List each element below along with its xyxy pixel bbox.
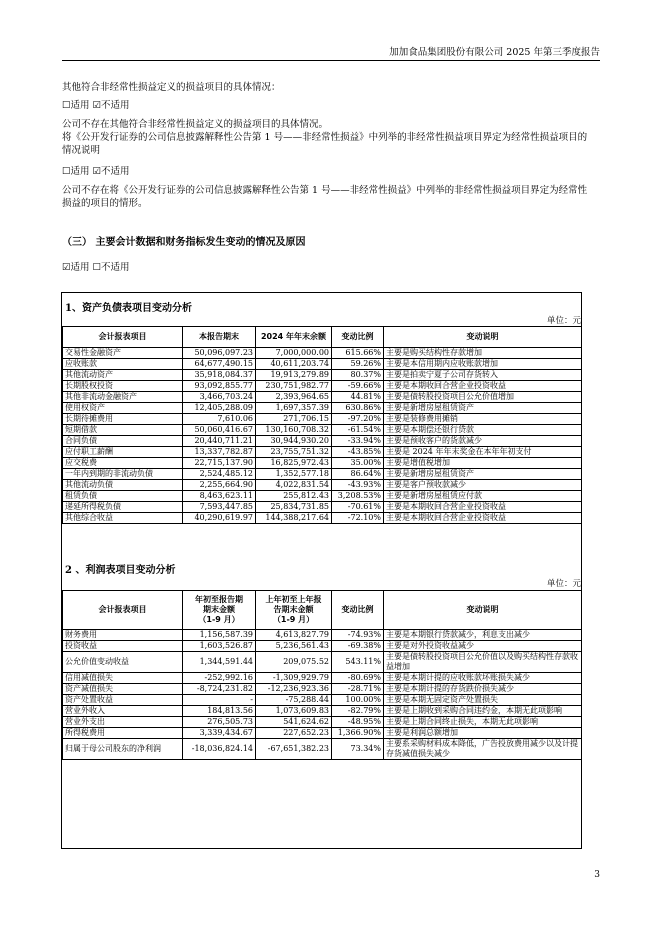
income-cell-prior: -1,309,929.79 xyxy=(256,673,332,684)
income-cell-prior: 209,075.52 xyxy=(256,652,332,673)
income-row xyxy=(63,695,582,706)
analysis-frame xyxy=(61,292,582,849)
income-header-prior-line-2: 告期末金额 xyxy=(273,605,314,614)
balance-cell-current: 50,060,416.67 xyxy=(183,425,256,436)
income-cell-ratio: -82.79% xyxy=(332,706,384,717)
balance-cell-current: 13,337,782.87 xyxy=(183,447,256,458)
income-cell-prior: -75,288.44 xyxy=(256,695,332,706)
balance-cell-ratio: 3,208.53% xyxy=(332,491,384,502)
balance-cell-prior: 4,022,831.54 xyxy=(256,480,332,491)
checkbox-applicable-section-3: ☑适用 ☐不适用 xyxy=(62,262,130,273)
balance-cell-current: 93,092,855.77 xyxy=(183,381,256,392)
income-row xyxy=(63,739,582,760)
income-cell-prior: 5,236,561.43 xyxy=(256,641,332,652)
balance-cell-reason: 主要是本期收回合营企业投资收益 xyxy=(384,381,582,392)
balance-row xyxy=(63,392,582,403)
income-cell-ratio: 73.34% xyxy=(332,739,384,760)
income-cell-ratio: -48.95% xyxy=(332,717,384,728)
balance-cell-prior: 40,611,203.74 xyxy=(256,359,332,370)
income-header-prior-line-1: 上年初至上年报 xyxy=(265,595,322,604)
balance-cell-prior: 2,393,964.65 xyxy=(256,392,332,403)
balance-cell-ratio: -33.94% xyxy=(332,436,384,447)
balance-cell-reason: 主要是预收客户的货款减少 xyxy=(384,436,582,447)
balance-cell-ratio: 35.00% xyxy=(332,458,384,469)
balance-cell-ratio: -61.54% xyxy=(332,425,384,436)
income-cell-ratio: 100.00% xyxy=(332,695,384,706)
balance-cell-reason: 主要是客户预收款减少 xyxy=(384,480,582,491)
income-row xyxy=(63,630,582,641)
income-cell-current: -8,724,231.82 xyxy=(183,684,256,695)
income-cell-reason: 主要是对外投资收益减少 xyxy=(384,641,582,652)
income-cell-reason: 主要是债转股投资项目公允价值以及购买结构性存款收益增加 xyxy=(384,652,582,673)
income-row xyxy=(63,652,582,673)
balance-cell-ratio: -72.10% xyxy=(332,513,384,524)
income-cell-item: 所得税费用 xyxy=(63,728,183,739)
balance-cell-prior: 30,944,930.20 xyxy=(256,436,332,447)
income-cell-item: 投资收益 xyxy=(63,641,183,652)
balance-cell-ratio: -43.85% xyxy=(332,447,384,458)
balance-cell-prior: 16,825,972.43 xyxy=(256,458,332,469)
balance-body xyxy=(63,348,582,524)
income-header-reason: 变动说明 xyxy=(384,591,582,630)
balance-cell-reason: 主要是本信用期内应收账款增加 xyxy=(384,359,582,370)
balance-cell-current: 35,918,084.37 xyxy=(183,370,256,381)
balance-cell-current: 64,677,490.15 xyxy=(183,359,256,370)
income-cell-current: - xyxy=(183,695,256,706)
income-cell-reason: 主要是利润总额增加 xyxy=(384,728,582,739)
balance-cell-item: 应收账款 xyxy=(63,359,183,370)
balance-cell-current: 3,466,703.24 xyxy=(183,392,256,403)
balance-cell-prior: 144,388,217.64 xyxy=(256,513,332,524)
intro-line-1: 其他符合非经常性损益定义的损益项目的具体情况： xyxy=(62,82,281,93)
income-header-prior xyxy=(256,591,332,630)
balance-cell-prior: 1,697,357.39 xyxy=(256,403,332,414)
income-cell-current: 1,603,526.87 xyxy=(183,641,256,652)
income-row xyxy=(63,684,582,695)
balance-cell-reason: 主要是新增房屋租赁应付款 xyxy=(384,491,582,502)
income-unit: 单位：元 xyxy=(546,579,581,589)
balance-cell-item: 长期股权投资 xyxy=(63,381,183,392)
balance-row xyxy=(63,425,582,436)
income-statement-table xyxy=(62,590,582,760)
intro-line-2: 公司不存在其他符合非经常性损益定义的损益项目的具体情况。 xyxy=(62,119,329,130)
income-cell-reason: 主要系采购材料成本降低，广告投放费用减少以及计提存货减值损失减少 xyxy=(384,739,582,760)
balance-cell-item: 其他非流动金融资产 xyxy=(63,392,183,403)
balance-row xyxy=(63,403,582,414)
balance-header-ratio: 变动比例 xyxy=(332,327,384,348)
income-header-current-line-2: 期末金额 xyxy=(203,605,235,614)
balance-cell-reason: 主要是债转股投资项目公允价值增加 xyxy=(384,392,582,403)
income-cell-item: 资产处置收益 xyxy=(63,695,183,706)
balance-cell-prior: 130,160,708.32 xyxy=(256,425,332,436)
income-header-prior-line-3: （1-9 月） xyxy=(272,615,315,624)
balance-cell-prior: 271,706.15 xyxy=(256,414,332,425)
balance-cell-ratio: 86.64% xyxy=(332,469,384,480)
balance-cell-prior: 25,834,731.85 xyxy=(256,502,332,513)
income-statement-title: 2 、利润表项目变动分析 xyxy=(65,565,176,576)
balance-cell-current: 2,524,485.12 xyxy=(183,469,256,480)
income-cell-item: 公允价值变动收益 xyxy=(63,652,183,673)
balance-row xyxy=(63,348,582,359)
balance-cell-reason: 主要是新增房屋租赁资产 xyxy=(384,469,582,480)
balance-cell-current: 7,610.06 xyxy=(183,414,256,425)
balance-header-item: 会计报表项目 xyxy=(63,327,183,348)
balance-cell-prior: 255,812.43 xyxy=(256,491,332,502)
income-cell-reason: 主要是上期合同终止损失，本期无此项影响 xyxy=(384,717,582,728)
balance-row xyxy=(63,480,582,491)
report-title: 加加食品集团股份有限公司 2025 年第三季度报告 xyxy=(389,47,600,58)
balance-row xyxy=(63,491,582,502)
income-row xyxy=(63,641,582,652)
balance-cell-ratio: -43.93% xyxy=(332,480,384,491)
balance-header-row xyxy=(63,327,582,348)
checkbox-not-applicable-2: ☐适用 ☑不适用 xyxy=(62,166,130,177)
balance-cell-current: 22,715,137.90 xyxy=(183,458,256,469)
balance-cell-reason: 主要是本期偿还银行贷款 xyxy=(384,425,582,436)
page-header xyxy=(62,44,600,61)
income-cell-current: 3,339,434.67 xyxy=(183,728,256,739)
balance-row xyxy=(63,469,582,480)
balance-cell-item: 应交税费 xyxy=(63,458,183,469)
income-cell-item: 营业外收入 xyxy=(63,706,183,717)
balance-cell-reason: 主要是本期收回合营企业投资收益 xyxy=(384,513,582,524)
intro-line-3: 将《公开发行证券的公司信息披露解释性公告第 1 号——非经常性损益》中列举的非经常性损益项目界定为经常性损益项目的情况说明 xyxy=(62,132,588,156)
balance-cell-reason: 主要是增值税增加 xyxy=(384,458,582,469)
income-header-current-line-3: （1-9 月） xyxy=(198,615,240,624)
income-header-current-line-1: 年初至报告期 xyxy=(195,595,243,604)
income-row xyxy=(63,717,582,728)
balance-cell-item: 短期借款 xyxy=(63,425,183,436)
balance-cell-prior: 23,755,751.32 xyxy=(256,447,332,458)
income-cell-prior: 541,624.62 xyxy=(256,717,332,728)
balance-cell-item: 应付职工薪酬 xyxy=(63,447,183,458)
balance-cell-reason: 主要是本期收回合营企业投资收益 xyxy=(384,502,582,513)
balance-cell-ratio: 630.86% xyxy=(332,403,384,414)
income-cell-item: 信用减值损失 xyxy=(63,673,183,684)
income-cell-reason: 主要是本期无固定资产处置损失 xyxy=(384,695,582,706)
balance-cell-current: 7,593,447.85 xyxy=(183,502,256,513)
income-cell-current: -252,992.16 xyxy=(183,673,256,684)
balance-cell-ratio: -59.66% xyxy=(332,381,384,392)
intro-line-4: 公司不存在将《公开发行证券的公司信息披露解释性公告第 1 号——非经常性损益》中列举的非经常性损益项目界定为经常性损益的项目的情形。 xyxy=(62,185,588,209)
balance-cell-ratio: 44.81% xyxy=(332,392,384,403)
balance-header-prior: 2024 年年末余额 xyxy=(256,327,332,348)
balance-cell-item: 其他流动资产 xyxy=(63,370,183,381)
balance-row xyxy=(63,414,582,425)
income-row xyxy=(63,673,582,684)
balance-cell-ratio: 80.37% xyxy=(332,370,384,381)
income-cell-ratio: -28.71% xyxy=(332,684,384,695)
balance-cell-current: 8,463,623.11 xyxy=(183,491,256,502)
balance-row xyxy=(63,458,582,469)
income-row xyxy=(63,706,582,717)
income-cell-ratio: 1,366.90% xyxy=(332,728,384,739)
income-cell-ratio: -80.69% xyxy=(332,673,384,684)
balance-cell-item: 递延所得税负债 xyxy=(63,502,183,513)
balance-cell-prior: 1,352,577.18 xyxy=(256,469,332,480)
page-number: 3 xyxy=(594,870,600,880)
balance-cell-ratio: -97.20% xyxy=(332,414,384,425)
income-cell-ratio: -69.38% xyxy=(332,641,384,652)
balance-row xyxy=(63,436,582,447)
balance-row xyxy=(63,502,582,513)
income-cell-reason: 主要是上期收到采购合同违约金，本期无此项影响 xyxy=(384,706,582,717)
income-cell-prior: -12,236,923.36 xyxy=(256,684,332,695)
balance-sheet-table xyxy=(62,326,582,524)
income-cell-reason: 主要是本期计提的应收账款坏账损失减少 xyxy=(384,673,582,684)
income-row xyxy=(63,728,582,739)
balance-header-current: 本报告期末 xyxy=(183,327,256,348)
balance-cell-current: 50,096,097.23 xyxy=(183,348,256,359)
balance-cell-item: 使用权资产 xyxy=(63,403,183,414)
balance-cell-prior: 7,000,000.00 xyxy=(256,348,332,359)
balance-cell-ratio: 615.66% xyxy=(332,348,384,359)
income-header-ratio: 变动比例 xyxy=(332,591,384,630)
balance-cell-item: 其他流动负债 xyxy=(63,480,183,491)
income-cell-item: 资产减值损失 xyxy=(63,684,183,695)
income-cell-reason: 主要是本期计提的存货跌价损失减少 xyxy=(384,684,582,695)
income-cell-prior: -67,651,382.23 xyxy=(256,739,332,760)
balance-cell-current: 2,255,664.90 xyxy=(183,480,256,491)
income-cell-item: 财务费用 xyxy=(63,630,183,641)
income-cell-item: 归属于母公司股东的净利润 xyxy=(63,739,183,760)
balance-row xyxy=(63,447,582,458)
income-cell-current: 276,505.73 xyxy=(183,717,256,728)
income-cell-reason: 主要是本期银行贷款减少，利息支出减少 xyxy=(384,630,582,641)
balance-cell-ratio: 59.26% xyxy=(332,359,384,370)
income-cell-item: 营业外支出 xyxy=(63,717,183,728)
balance-cell-item: 长期待摊费用 xyxy=(63,414,183,425)
balance-cell-item: 合同负债 xyxy=(63,436,183,447)
balance-cell-reason: 主要是购买结构性存款增加 xyxy=(384,348,582,359)
balance-unit: 单位：元 xyxy=(546,316,581,326)
balance-row xyxy=(63,513,582,524)
balance-cell-item: 租赁负债 xyxy=(63,491,183,502)
balance-cell-item: 其他综合收益 xyxy=(63,513,183,524)
balance-cell-item: 交易性金融资产 xyxy=(63,348,183,359)
balance-row xyxy=(63,381,582,392)
balance-cell-reason: 主要是 2024 年年末奖金在本年年初支付 xyxy=(384,447,582,458)
balance-cell-reason: 主要是拍卖宁夏子公司存货转入 xyxy=(384,370,582,381)
income-cell-current: 1,156,587.39 xyxy=(183,630,256,641)
balance-cell-ratio: -70.61% xyxy=(332,502,384,513)
balance-cell-item: 一年内到期的非流动负债 xyxy=(63,469,183,480)
income-cell-ratio: -74.93% xyxy=(332,630,384,641)
balance-cell-prior: 230,751,982.77 xyxy=(256,381,332,392)
balance-cell-current: 20,440,711.21 xyxy=(183,436,256,447)
income-cell-current: 1,344,591.44 xyxy=(183,652,256,673)
income-cell-current: -18,036,824.14 xyxy=(183,739,256,760)
balance-cell-reason: 主要是新增房屋租赁资产 xyxy=(384,403,582,414)
checkbox-not-applicable-1: ☐适用 ☑不适用 xyxy=(62,100,130,111)
balance-cell-current: 40,290,619.97 xyxy=(183,513,256,524)
income-header-current xyxy=(183,591,256,630)
balance-row xyxy=(63,359,582,370)
income-cell-prior: 4,613,827.79 xyxy=(256,630,332,641)
income-body xyxy=(63,630,582,760)
balance-header-reason: 变动说明 xyxy=(384,327,582,348)
balance-cell-current: 12,405,288.09 xyxy=(183,403,256,414)
income-cell-prior: 227,652.23 xyxy=(256,728,332,739)
income-cell-ratio: 543.11% xyxy=(332,652,384,673)
income-cell-prior: 1,073,609.83 xyxy=(256,706,332,717)
income-cell-current: 184,813.56 xyxy=(183,706,256,717)
balance-row xyxy=(63,370,582,381)
section-3-title: （三） 主要会计数据和财务指标发生变动的情况及原因 xyxy=(62,237,306,248)
balance-sheet-title: 1、资产负债表项目变动分析 xyxy=(65,303,192,314)
income-header-row xyxy=(63,591,582,630)
income-header-item: 会计报表项目 xyxy=(63,591,183,630)
balance-cell-prior: 19,913,279.89 xyxy=(256,370,332,381)
balance-cell-reason: 主要是装修费用摊销 xyxy=(384,414,582,425)
